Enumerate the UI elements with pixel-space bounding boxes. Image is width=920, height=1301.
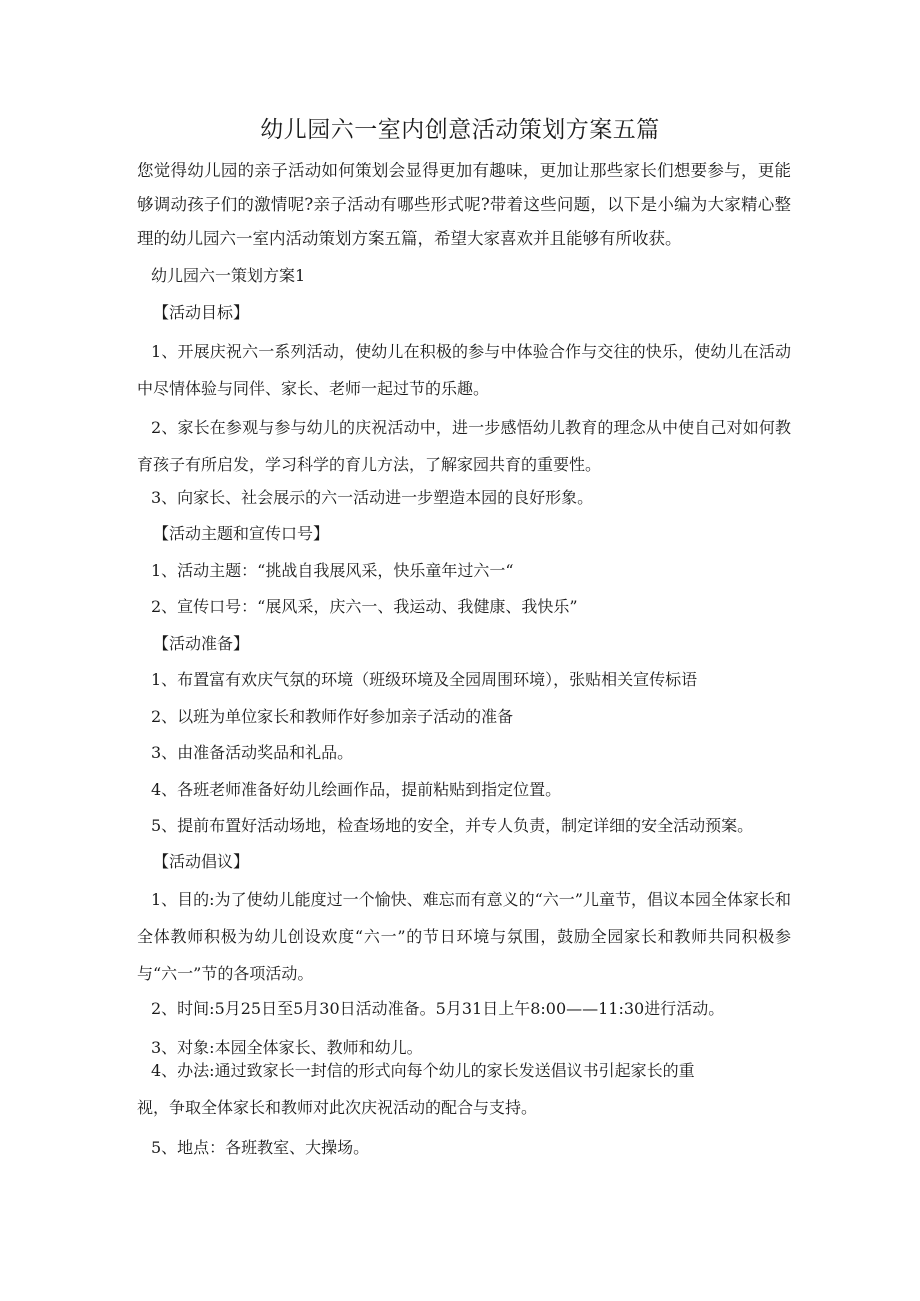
proposal-item-2: 2、时间:5月25日至5月30日活动准备。5月31日上午8:00——11:30进行活动。 bbox=[151, 999, 725, 1018]
prep-item-1: 1、布置富有欢庆气氛的环境（班级环境及全园周围环境），张贴相关宣传标语 bbox=[151, 670, 698, 689]
section-heading-prep: 【活动准备】 bbox=[153, 634, 250, 653]
proposal-item-4-line-1: 4、办法:通过致家长一封信的形式向每个幼儿的家长发送倡议书引起家长的重 bbox=[151, 1061, 695, 1080]
theme-item-1: 1、活动主题：“挑战自我展风采，快乐童年过六一“ bbox=[151, 561, 514, 580]
intro-paragraph: 您觉得幼儿园的亲子活动如何策划会显得更加有趣味，更加让那些家长们想要参与，更能够调动孩子们的激情呢?亲子活动有哪些形式呢?带着这些问题，以下是小编为大家精心整理的幼儿园六一室内活动策划方案五篇，希望大家喜欢并且能够有所收获。 bbox=[137, 161, 791, 248]
proposal-item-1: 1、目的:为了使幼儿能度过一个愉快、难忘而有意义的“六一”儿童节，倡议本园全体家长和全体教师积极为幼儿创设欢度“六一”的节日环境与氛围，鼓励全园家长和教师共同积极参与“六一”节的各项活动。 bbox=[137, 890, 791, 983]
goal-item-1: 1、开展庆祝六一系列活动，使幼儿在积极的参与中体验合作与交往的快乐，使幼儿在活动中尽情体验与同伴、家长、老师一起过节的乐趣。 bbox=[137, 342, 791, 398]
section-heading-proposal: 【活动倡议】 bbox=[153, 852, 250, 871]
goal-item-2: 2、家长在参观与参与幼儿的庆祝活动中，进一步感悟幼儿教育的理念从中使自己对如何教育孩子有所启发，学习科学的育儿方法，了解家园共育的重要性。 bbox=[137, 418, 791, 474]
proposal-item-3: 3、对象:本园全体家长、教师和幼儿。 bbox=[151, 1038, 423, 1057]
prep-item-2: 2、以班为单位家长和教师作好参加亲子活动的准备 bbox=[151, 707, 514, 726]
document-title: 幼儿园六一室内创意活动策划方案五篇 bbox=[260, 117, 660, 143]
prep-item-5: 5、提前布置好活动场地，检查场地的安全，并专人负责，制定详细的安全活动预案。 bbox=[151, 816, 754, 835]
section-heading-theme: 【活动主题和宣传口号】 bbox=[153, 524, 330, 543]
section-heading-goal: 【活动目标】 bbox=[153, 303, 250, 322]
prep-item-3: 3、由准备活动奖品和礼品。 bbox=[151, 743, 354, 762]
goal-item-3: 3、向家长、社会展示的六一活动进一步塑造本园的良好形象。 bbox=[151, 488, 594, 507]
theme-item-2: 2、宣传口号：“展风采，庆六一、我运动、我健康、我快乐” bbox=[151, 597, 578, 616]
prep-item-4: 4、各班老师准备好幼儿绘画作品，提前粘贴到指定位置。 bbox=[151, 780, 562, 799]
plan-1-title: 幼儿园六一策划方案1 bbox=[151, 266, 306, 285]
proposal-item-4-line-2: 视，争取全体家长和教师对此次庆祝活动的配合与支持。 bbox=[137, 1098, 538, 1117]
proposal-item-5: 5、地点：各班教室、大操场。 bbox=[151, 1138, 370, 1157]
